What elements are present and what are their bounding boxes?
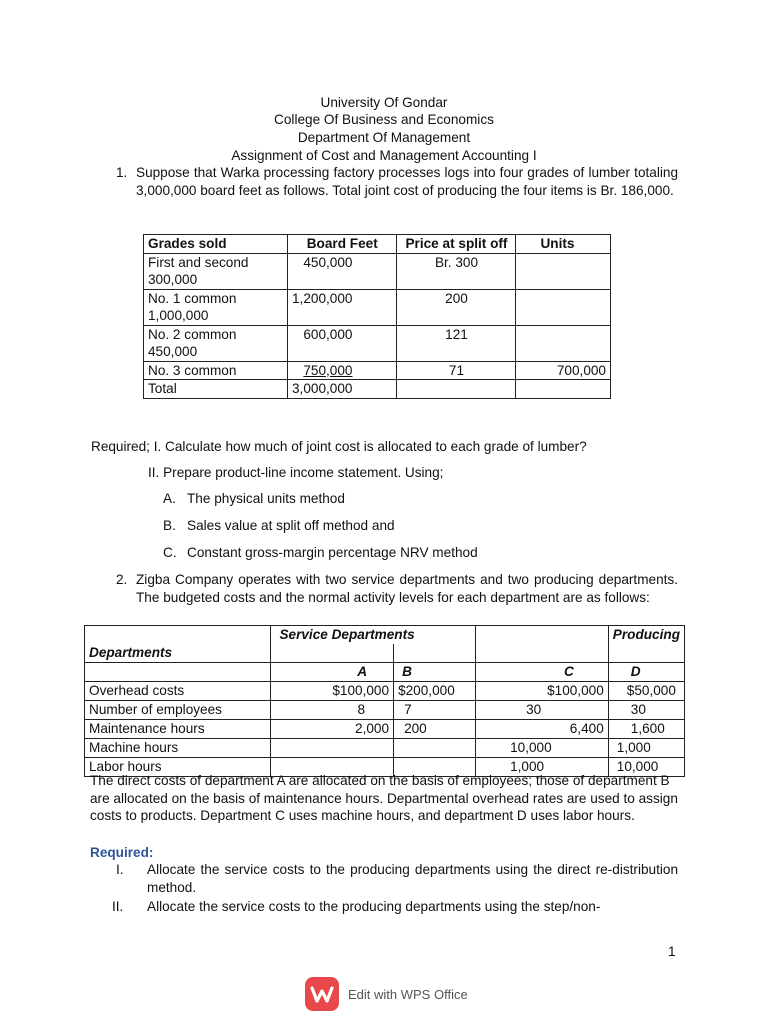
price-cell bbox=[397, 380, 516, 399]
table-row bbox=[85, 663, 685, 682]
table-row bbox=[85, 701, 685, 720]
row-label: Labor hours bbox=[85, 758, 271, 777]
wps-edit-link[interactable]: Edit with WPS Office bbox=[348, 987, 468, 1002]
col-b: B bbox=[394, 663, 476, 682]
value-cell bbox=[271, 739, 394, 758]
table-row bbox=[144, 361, 611, 380]
q2-item-label: I. bbox=[116, 862, 124, 877]
value-cell: 10,000 bbox=[608, 758, 684, 777]
value-cell: 30 bbox=[608, 701, 684, 720]
college-title: College Of Business and Economics bbox=[274, 112, 494, 127]
value-cell: 2,000 bbox=[271, 720, 394, 739]
value-cell: 1,000 bbox=[608, 739, 684, 758]
q1-number: 1. bbox=[116, 165, 128, 180]
header-grades: Grades sold bbox=[144, 235, 288, 254]
row-label: Number of employees bbox=[85, 701, 271, 720]
q2-required-label: Required: bbox=[90, 845, 154, 860]
board-feet-cell: 450,000 bbox=[288, 253, 397, 289]
department-costs-table bbox=[84, 625, 685, 777]
value-cell: $100,000 bbox=[271, 682, 394, 701]
table-row bbox=[144, 380, 611, 399]
header-price: Price at split off bbox=[397, 235, 516, 254]
method-text: The physical units method bbox=[187, 491, 345, 506]
q1-required-2: II. Prepare product-line income statement. Using; bbox=[148, 465, 444, 480]
grade-cell: First and second 300,000 bbox=[144, 253, 288, 289]
q2-number: 2. bbox=[116, 572, 128, 587]
q2-text: Zigba Company operates with two service departments and two producing departments. The budgeted costs and the normal activity levels for each department are as follows: bbox=[136, 572, 678, 605]
method-label: A. bbox=[163, 491, 176, 506]
grade-cell: No. 3 common bbox=[144, 361, 288, 380]
value-cell: 200 bbox=[394, 720, 476, 739]
service-departments-label: Service Departments bbox=[271, 626, 476, 645]
grade-cell: Total bbox=[144, 380, 288, 399]
grade-cell: No. 2 common 450,000 bbox=[144, 325, 288, 361]
table-row bbox=[85, 644, 685, 663]
value-cell: 10,000 bbox=[476, 739, 609, 758]
table-header-row bbox=[144, 235, 611, 254]
joint-cost-table bbox=[143, 234, 611, 399]
value-cell: 1,600 bbox=[608, 720, 684, 739]
price-cell: 71 bbox=[397, 361, 516, 380]
board-feet-cell: 600,000 bbox=[288, 325, 397, 361]
board-feet-cell: 1,200,000 bbox=[288, 289, 397, 325]
table-row bbox=[85, 720, 685, 739]
table-row bbox=[85, 739, 685, 758]
units-cell bbox=[516, 253, 611, 289]
units-cell bbox=[516, 289, 611, 325]
wps-logo-icon[interactable] bbox=[305, 977, 339, 1011]
method-text: Constant gross-margin percentage NRV method bbox=[187, 545, 478, 560]
departments-label: Departments bbox=[85, 644, 271, 663]
q1-text: Suppose that Warka processing factory processes logs into four grades of lumber totaling 3,000,000 board feet as follows. Total joint cost of producing the four items is Br. 186,000. bbox=[136, 165, 678, 198]
col-d: D bbox=[608, 663, 684, 682]
value-cell: $200,000 bbox=[394, 682, 476, 701]
value-cell: 1,000 bbox=[476, 758, 609, 777]
q2-item-label: II. bbox=[112, 899, 124, 914]
department-title: Department Of Management bbox=[297, 130, 471, 145]
value-cell: 6,400 bbox=[476, 720, 609, 739]
assignment-title: Assignment of Cost and Management Accounting I bbox=[231, 148, 537, 163]
board-feet-cell: 750,000 bbox=[288, 361, 397, 380]
value-cell: 8 bbox=[271, 701, 394, 720]
table-row bbox=[144, 325, 611, 361]
q2-after-text: The direct costs of department A are allocated on the basis of employees; those of department B are allocated on the basis of maintenance hours. Departmental overhead rates are used to assign costs to products. Department C uses machine hours, and department D uses labor hours. bbox=[90, 773, 678, 823]
method-text: Sales value at split off method and bbox=[187, 518, 395, 533]
units-cell bbox=[516, 380, 611, 399]
table-row bbox=[85, 682, 685, 701]
row-label: Machine hours bbox=[85, 739, 271, 758]
units-cell bbox=[516, 325, 611, 361]
table-row bbox=[144, 253, 611, 289]
method-label: C. bbox=[163, 545, 177, 560]
col-a: A bbox=[271, 663, 394, 682]
q2-item-text: Allocate the service costs to the producing departments using the step/non- bbox=[147, 899, 601, 914]
value-cell: $50,000 bbox=[608, 682, 684, 701]
value-cell: $100,000 bbox=[476, 682, 609, 701]
value-cell: 30 bbox=[476, 701, 609, 720]
q2-item-text: Allocate the service costs to the producing departments using the direct re-distribution method. bbox=[147, 862, 678, 895]
table-row bbox=[144, 289, 611, 325]
board-feet-total-cell: 3,000,000 bbox=[288, 380, 397, 399]
table-row bbox=[85, 626, 685, 645]
producing-label: Producing bbox=[608, 626, 684, 645]
page-number: 1 bbox=[668, 944, 676, 959]
value-cell bbox=[394, 739, 476, 758]
header-board-feet: Board Feet bbox=[288, 235, 397, 254]
grade-cell: No. 1 common 1,000,000 bbox=[144, 289, 288, 325]
price-cell: 200 bbox=[397, 289, 516, 325]
row-label: Overhead costs bbox=[85, 682, 271, 701]
col-c: C bbox=[476, 663, 609, 682]
price-cell: Br. 300 bbox=[397, 253, 516, 289]
header-units: Units bbox=[516, 235, 611, 254]
value-cell: 7 bbox=[394, 701, 476, 720]
q1-required-1: Required; I. Calculate how much of joint cost is allocated to each grade of lumber? bbox=[91, 439, 587, 454]
wps-w-glyph-icon bbox=[305, 977, 339, 1011]
method-label: B. bbox=[163, 518, 176, 533]
units-cell: 700,000 bbox=[516, 361, 611, 380]
university-title: University Of Gondar bbox=[320, 95, 448, 110]
price-cell: 121 bbox=[397, 325, 516, 361]
row-label: Maintenance hours bbox=[85, 720, 271, 739]
